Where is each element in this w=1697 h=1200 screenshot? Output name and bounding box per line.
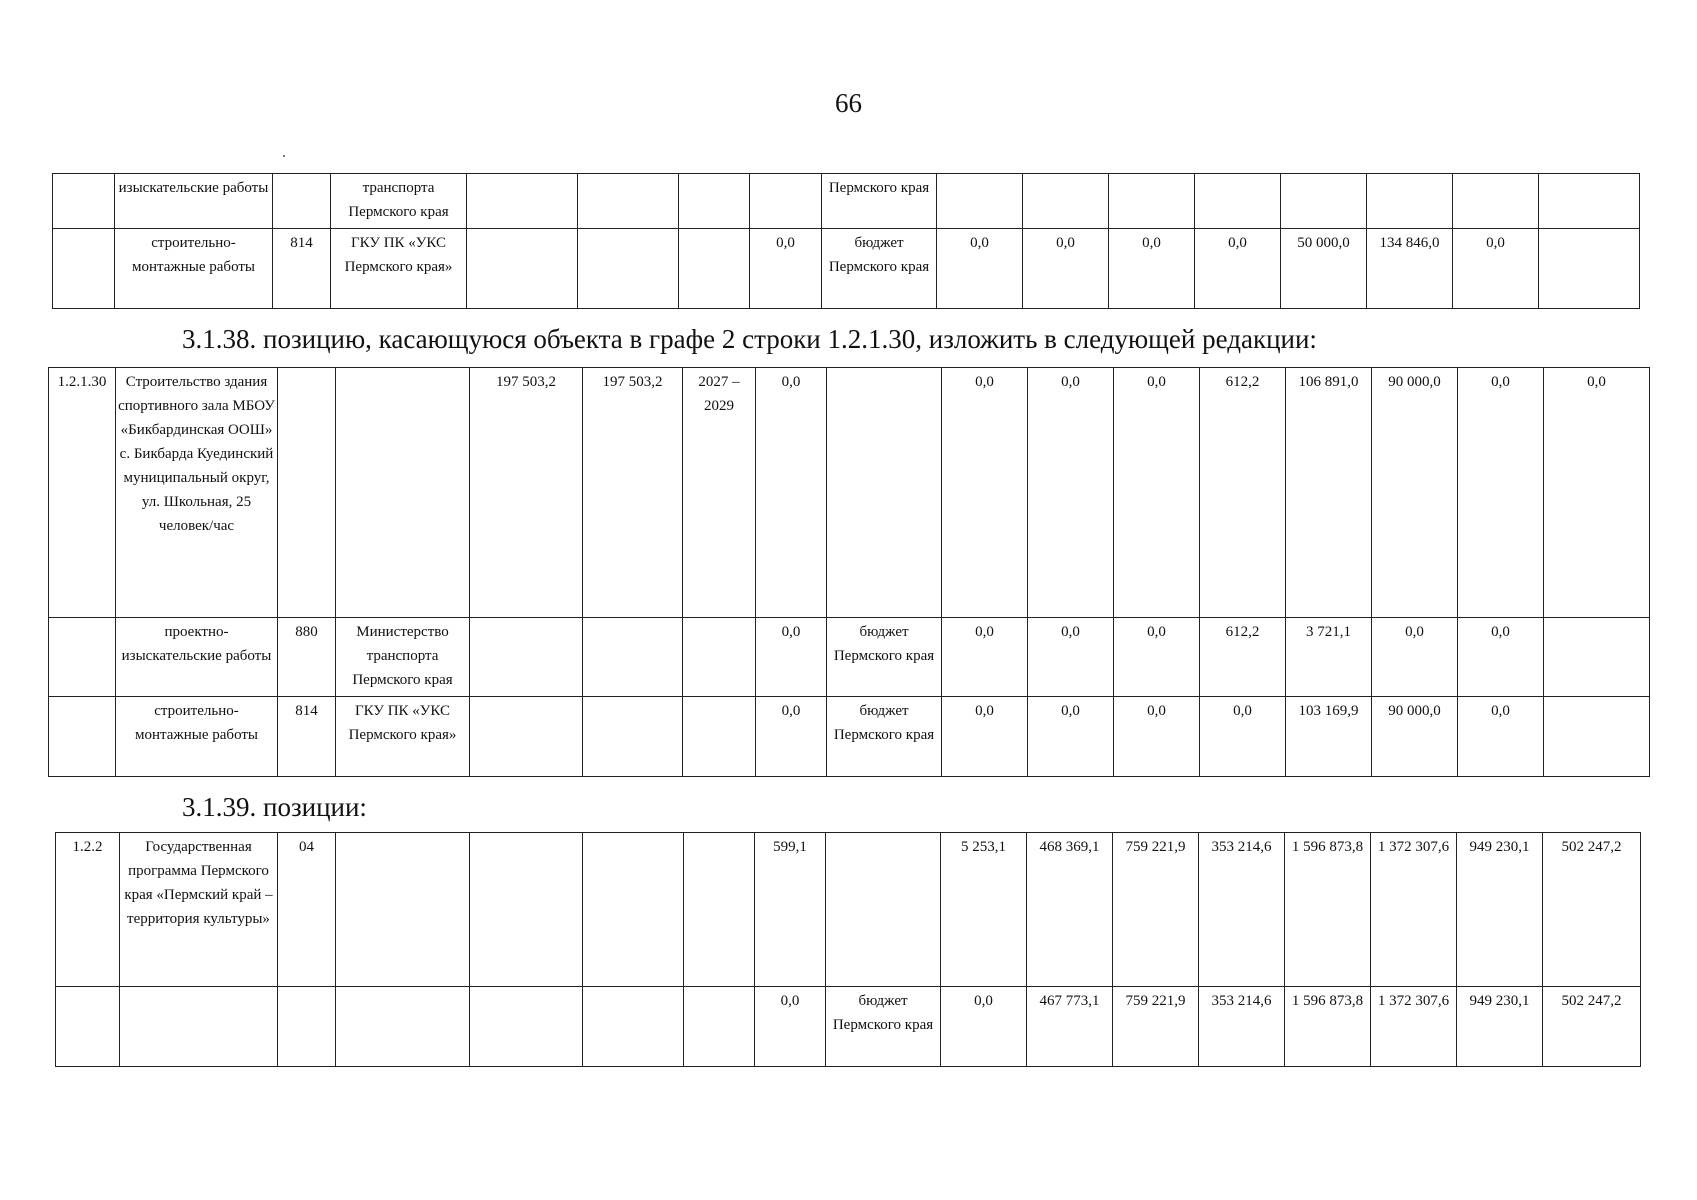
table-cell bbox=[826, 833, 941, 987]
table-cell: 90 000,0 bbox=[1372, 368, 1458, 618]
table-cell bbox=[1109, 174, 1195, 229]
table-cell: 814 bbox=[278, 697, 336, 777]
table-cell: 1 372 307,6 bbox=[1371, 833, 1457, 987]
table-cell bbox=[336, 833, 470, 987]
table-cell: строительно-монтажные работы bbox=[116, 697, 278, 777]
table-cell bbox=[120, 987, 278, 1067]
table-cell: 599,1 bbox=[755, 833, 826, 987]
table-cell bbox=[578, 174, 679, 229]
table-object-1-2-1-30 bbox=[48, 367, 1650, 777]
table-cell: 0,0 bbox=[1195, 229, 1281, 309]
table-positions-1-2-2 bbox=[55, 832, 1641, 1067]
table-cell: ГКУ ПК «УКС Пермского края» bbox=[336, 697, 470, 777]
table-cell: Пермского края bbox=[822, 174, 937, 229]
table-cell: 0,0 bbox=[755, 987, 826, 1067]
table-cell bbox=[583, 618, 683, 697]
table-cell: 0,0 bbox=[756, 697, 827, 777]
table-row bbox=[49, 618, 1650, 697]
table-cell bbox=[827, 368, 942, 618]
table-cell: 502 247,2 bbox=[1543, 833, 1641, 987]
table-cell: 759 221,9 bbox=[1113, 987, 1199, 1067]
table-cell: 0,0 bbox=[756, 368, 827, 618]
table-cell bbox=[470, 697, 583, 777]
table-cell bbox=[273, 174, 331, 229]
table-cell: 759 221,9 bbox=[1113, 833, 1199, 987]
table-cell bbox=[56, 987, 120, 1067]
table-cell bbox=[683, 618, 756, 697]
table-cell: бюджет Пермского края bbox=[826, 987, 941, 1067]
table-cell: 0,0 bbox=[1453, 229, 1539, 309]
table-cell: 0,0 bbox=[1114, 697, 1200, 777]
page-number: 66 bbox=[835, 88, 862, 118]
table-cell: 0,0 bbox=[1028, 697, 1114, 777]
table-cell bbox=[467, 229, 578, 309]
table-cell: 0,0 bbox=[942, 618, 1028, 697]
table-cell: 2027 – 2029 bbox=[683, 368, 756, 618]
table-cell: 0,0 bbox=[756, 618, 827, 697]
table-cell: 0,0 bbox=[941, 987, 1027, 1067]
table-cell bbox=[278, 368, 336, 618]
table-cell: 5 253,1 bbox=[941, 833, 1027, 987]
table-cell bbox=[1539, 174, 1640, 229]
table-row bbox=[49, 368, 1650, 618]
table-cell: 3 721,1 bbox=[1286, 618, 1372, 697]
table-cell: 1 596 873,8 bbox=[1285, 987, 1371, 1067]
table-cell bbox=[470, 833, 583, 987]
table-cell bbox=[1281, 174, 1367, 229]
table-cell bbox=[49, 618, 116, 697]
table-cell: 0,0 bbox=[942, 368, 1028, 618]
table-cell bbox=[937, 174, 1023, 229]
table-cell: 0,0 bbox=[1544, 368, 1650, 618]
table-cell bbox=[684, 833, 755, 987]
table-cell: 949 230,1 bbox=[1457, 987, 1543, 1067]
table-row bbox=[53, 174, 1640, 229]
table-cell bbox=[1023, 174, 1109, 229]
table-cell: 1.2.2 bbox=[56, 833, 120, 987]
table-cell: 0,0 bbox=[1114, 368, 1200, 618]
table-cell: 1 596 873,8 bbox=[1285, 833, 1371, 987]
table-cell: 468 369,1 bbox=[1027, 833, 1113, 987]
table-cell: 467 773,1 bbox=[1027, 987, 1113, 1067]
table-cell: 0,0 bbox=[937, 229, 1023, 309]
table-cell: Строительство здания спортивного зала МБОУ «Бикбардинская ООШ» с. Бикбарда Куединский муниципальный округ, ул. Школьная, 25 человек/час bbox=[116, 368, 278, 618]
table-cell bbox=[1453, 174, 1539, 229]
table-cell: 0,0 bbox=[1114, 618, 1200, 697]
table-cell: Государственная программа Пермского края «Пермский край – территория культуры» bbox=[120, 833, 278, 987]
table-cell: 1 372 307,6 bbox=[1371, 987, 1457, 1067]
table-cell bbox=[583, 697, 683, 777]
table-cell: 612,2 bbox=[1200, 368, 1286, 618]
table-row bbox=[56, 833, 1641, 987]
table-cell bbox=[583, 987, 684, 1067]
table-cell bbox=[278, 987, 336, 1067]
table-cell: 0,0 bbox=[750, 229, 822, 309]
table-cell: строительно-монтажные работы bbox=[115, 229, 273, 309]
table-cell: изыскательские работы bbox=[115, 174, 273, 229]
table-row bbox=[56, 987, 1641, 1067]
table-cell: 0,0 bbox=[942, 697, 1028, 777]
table-cell bbox=[470, 618, 583, 697]
table-cell: 814 bbox=[273, 229, 331, 309]
table-cell bbox=[470, 987, 583, 1067]
table-cell: 04 bbox=[278, 833, 336, 987]
table-cell: 612,2 bbox=[1200, 618, 1286, 697]
table-cell bbox=[683, 697, 756, 777]
table-cell: Министерство транспорта Пермского края bbox=[336, 618, 470, 697]
table-cell: 880 bbox=[278, 618, 336, 697]
table-cell: 949 230,1 bbox=[1457, 833, 1543, 987]
table-cell: бюджет Пермского края bbox=[827, 618, 942, 697]
table-row bbox=[53, 229, 1640, 309]
table-cell: 353 214,6 bbox=[1199, 833, 1285, 987]
table-cell: 90 000,0 bbox=[1372, 697, 1458, 777]
table-cell: 0,0 bbox=[1109, 229, 1195, 309]
table-cell: 197 503,2 bbox=[470, 368, 583, 618]
table-cell bbox=[1544, 697, 1650, 777]
table-cell: 50 000,0 bbox=[1281, 229, 1367, 309]
table-cell: 0,0 bbox=[1372, 618, 1458, 697]
table-cell: 502 247,2 bbox=[1543, 987, 1641, 1067]
table-fragment-top bbox=[52, 173, 1640, 309]
table-cell bbox=[336, 368, 470, 618]
table-cell bbox=[336, 987, 470, 1067]
table-cell bbox=[1539, 229, 1640, 309]
table-cell bbox=[684, 987, 755, 1067]
table-cell bbox=[679, 174, 750, 229]
table-cell: 197 503,2 bbox=[583, 368, 683, 618]
table-cell bbox=[750, 174, 822, 229]
section-heading-3-1-38: 3.1.38. позицию, касающуюся объекта в графе 2 строки 1.2.1.30, изложить в следующей редакции: bbox=[182, 324, 1317, 354]
table-cell bbox=[1195, 174, 1281, 229]
table-row bbox=[49, 697, 1650, 777]
table-cell: 0,0 bbox=[1028, 618, 1114, 697]
table-cell: 0,0 bbox=[1023, 229, 1109, 309]
table-cell bbox=[1544, 618, 1650, 697]
table-cell bbox=[53, 229, 115, 309]
table-cell: бюджет Пермского края bbox=[827, 697, 942, 777]
table-cell bbox=[578, 229, 679, 309]
table-cell bbox=[49, 697, 116, 777]
table-cell: 0,0 bbox=[1458, 368, 1544, 618]
table-cell bbox=[583, 833, 684, 987]
table-cell: 0,0 bbox=[1200, 697, 1286, 777]
table-cell bbox=[467, 174, 578, 229]
table-cell: 353 214,6 bbox=[1199, 987, 1285, 1067]
table-cell: транспорта Пермского края bbox=[331, 174, 467, 229]
table-cell: ГКУ ПК «УКС Пермского края» bbox=[331, 229, 467, 309]
scan-speck bbox=[283, 155, 285, 157]
table-cell: бюджет Пермского края bbox=[822, 229, 937, 309]
table-cell: 103 169,9 bbox=[1286, 697, 1372, 777]
section-heading-3-1-39: 3.1.39. позиции: bbox=[182, 792, 367, 822]
table-cell: 0,0 bbox=[1458, 618, 1544, 697]
table-cell bbox=[679, 229, 750, 309]
table-cell: проектно-изыскательские работы bbox=[116, 618, 278, 697]
table-cell: 106 891,0 bbox=[1286, 368, 1372, 618]
table-cell bbox=[1367, 174, 1453, 229]
table-cell: 0,0 bbox=[1458, 697, 1544, 777]
table-cell: 0,0 bbox=[1028, 368, 1114, 618]
table-cell: 1.2.1.30 bbox=[49, 368, 116, 618]
table-cell bbox=[53, 174, 115, 229]
table-cell: 134 846,0 bbox=[1367, 229, 1453, 309]
